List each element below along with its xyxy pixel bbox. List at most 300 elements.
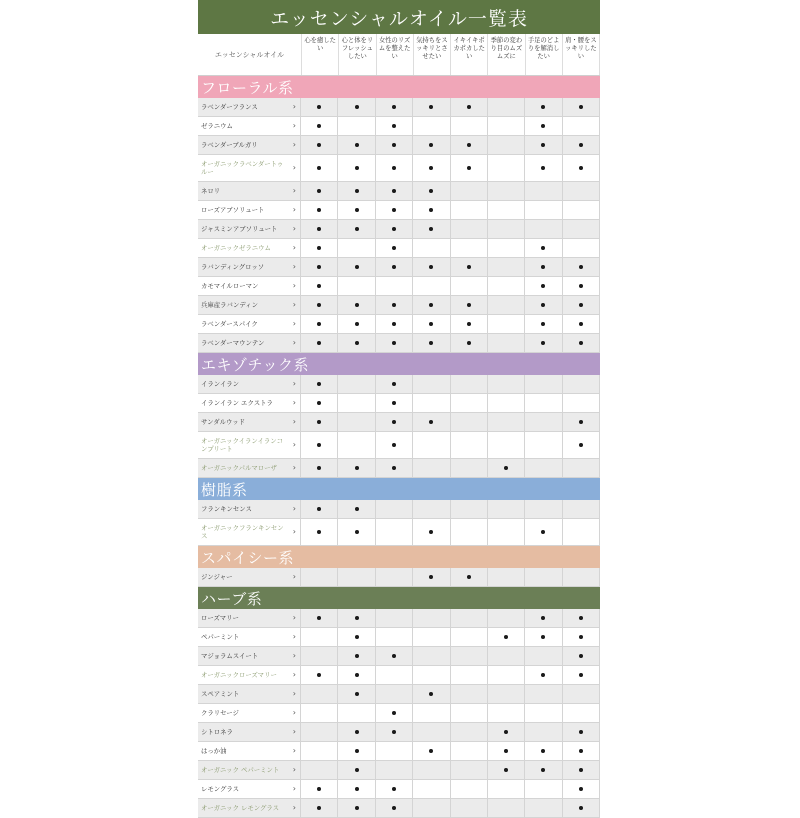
dot-mark-icon [579,443,583,447]
table-row[interactable] [198,201,600,220]
oil-name-link[interactable] [198,201,301,219]
table-row[interactable] [198,609,600,628]
effect-cell [488,239,525,257]
effect-cell [525,277,562,295]
dot-mark-icon [355,105,359,109]
effect-cell [525,413,562,431]
header-col-season-change: 季節の変わり目のムズムズに [488,34,525,75]
section-title: エキゾチック系 [201,355,310,374]
oil-name-link[interactable] [198,742,301,760]
oil-name-link[interactable] [198,220,301,238]
dot-mark-icon [579,265,583,269]
effect-cell [451,780,488,798]
chevron-right-icon: › [292,765,296,774]
oil-name-link[interactable] [198,519,301,545]
dot-mark-icon [392,303,396,307]
table-row[interactable] [198,375,600,394]
dot-mark-icon [392,382,396,386]
effect-cell [451,459,488,477]
chevron-right-icon: › [292,205,296,214]
table-row[interactable] [198,182,600,201]
effect-cell [376,780,413,798]
effect-cell [488,315,525,333]
oil-name-link[interactable] [198,136,301,154]
oil-name-label: ジンジャー [201,573,233,581]
effect-cell [413,413,450,431]
effect-cell [525,258,562,276]
table-row[interactable] [198,780,600,799]
dot-mark-icon [504,749,508,753]
dot-mark-icon [392,124,396,128]
dot-mark-icon [317,322,321,326]
dot-mark-icon [504,635,508,639]
dot-mark-icon [579,768,583,772]
effect-cell [525,239,562,257]
effect-cell [338,334,375,352]
oil-name-link[interactable] [198,723,301,741]
dot-mark-icon [355,208,359,212]
effect-cell [413,568,450,586]
effect-cell [488,568,525,586]
effect-cell [338,704,375,722]
dot-mark-icon [541,246,545,250]
oil-name-link[interactable] [198,334,301,352]
chevron-right-icon: › [292,281,296,290]
chevron-right-icon: › [292,440,296,449]
effect-cell [376,136,413,154]
dot-mark-icon [541,341,545,345]
effect-cell [338,666,375,684]
effect-cell [451,568,488,586]
chevron-right-icon: › [292,670,296,679]
effect-cell [413,742,450,760]
effect-cell [451,117,488,135]
dot-mark-icon [392,208,396,212]
oil-name-label: ラバンディングロッソ [201,263,265,271]
effect-cell [413,394,450,412]
effect-cell [563,666,600,684]
effect-cell [413,609,450,627]
header-col-shoulder-back: 肩・腰をスッキリしたい [563,34,600,75]
chevron-right-icon: › [292,572,296,581]
oil-name-label: ラベンダースパイク [201,320,258,328]
effect-cell [525,500,562,518]
effect-cell [525,375,562,393]
dot-mark-icon [541,322,545,326]
oil-name-link[interactable] [198,98,301,116]
effect-cell [488,500,525,518]
effect-cell [488,117,525,135]
effect-cell [338,98,375,116]
dot-mark-icon [579,420,583,424]
dot-mark-icon [355,616,359,620]
dot-mark-icon [392,143,396,147]
oil-name-link[interactable] [198,432,301,458]
table-row[interactable] [198,432,600,459]
effect-cell [525,647,562,665]
dot-mark-icon [355,749,359,753]
table-row[interactable] [198,628,600,647]
dot-mark-icon [467,265,471,269]
dot-mark-icon [317,443,321,447]
effect-cell [413,296,450,314]
effect-cell [301,201,338,219]
dot-mark-icon [392,466,396,470]
effect-cell [488,258,525,276]
effect-cell [488,201,525,219]
dot-mark-icon [579,166,583,170]
dot-mark-icon [579,341,583,345]
dot-mark-icon [317,246,321,250]
dot-mark-icon [467,322,471,326]
effect-cell [338,568,375,586]
dot-mark-icon [317,673,321,677]
oil-name-link[interactable] [198,704,301,722]
effect-cell [338,394,375,412]
effect-cell [413,117,450,135]
effect-cell [376,117,413,135]
chevron-right-icon: › [292,803,296,812]
effect-cell [338,201,375,219]
header-col-heal-mind: 心を癒したい [302,34,339,75]
oil-name-label: ゼラニウム [201,122,233,130]
dot-mark-icon [541,530,545,534]
effect-cell [413,315,450,333]
effect-cell [413,277,450,295]
dot-mark-icon [317,530,321,534]
oil-name-label: シトロネラ [201,728,233,736]
effect-cell [301,685,338,703]
table-row[interactable] [198,296,600,315]
effect-cell [451,155,488,181]
table-row[interactable] [198,647,600,666]
table-row[interactable] [198,239,600,258]
oil-name-link[interactable] [198,685,301,703]
dot-mark-icon [355,730,359,734]
chevron-right-icon: › [292,379,296,388]
effect-cell [376,761,413,779]
chevron-right-icon: › [292,613,296,622]
dot-mark-icon [355,530,359,534]
effect-cell [301,742,338,760]
effect-cell [525,432,562,458]
oil-name-link[interactable] [198,761,301,779]
effect-cell [525,704,562,722]
dot-mark-icon [317,341,321,345]
dot-mark-icon [355,265,359,269]
chevron-right-icon: › [292,102,296,111]
oil-name-label: オーガニックパルマローザ [201,464,277,472]
dot-mark-icon [355,768,359,772]
table-row[interactable] [198,413,600,432]
effect-cell [451,519,488,545]
section-title: 樹脂系 [201,480,248,499]
effect-cell [563,519,600,545]
dot-mark-icon [355,227,359,231]
effect-cell [488,666,525,684]
dot-mark-icon [429,303,433,307]
effect-cell [563,413,600,431]
effect-cell [376,799,413,817]
effect-cell [451,704,488,722]
effect-cell [301,136,338,154]
effect-cell [338,413,375,431]
dot-mark-icon [579,284,583,288]
dot-mark-icon [579,322,583,326]
dot-mark-icon [317,806,321,810]
dot-mark-icon [429,530,433,534]
dot-mark-icon [317,189,321,193]
effect-cell [413,136,450,154]
oil-name-link[interactable] [198,413,301,431]
effect-cell [376,432,413,458]
effect-cell [488,394,525,412]
oil-name-link[interactable] [198,568,301,586]
oil-name-link[interactable] [198,500,301,518]
table-row[interactable] [198,723,600,742]
table-row[interactable] [198,315,600,334]
effect-cell [413,258,450,276]
effect-cell [376,277,413,295]
effect-cell [338,685,375,703]
effect-cell [301,220,338,238]
oil-name-link[interactable] [198,155,301,181]
header-col-hands-feet: 手足のどよりを解消したい [526,34,563,75]
effect-cell [301,799,338,817]
effect-cell [525,117,562,135]
dot-mark-icon [429,166,433,170]
section-header [198,353,600,375]
section-title: ハーブ系 [201,589,263,608]
effect-cell [301,723,338,741]
dot-mark-icon [579,730,583,734]
effect-cell [376,375,413,393]
dot-mark-icon [429,575,433,579]
effect-cell [413,432,450,458]
table-row[interactable] [198,519,600,546]
section-title: スパイシー系 [201,548,295,567]
effect-cell [301,519,338,545]
dot-mark-icon [429,341,433,345]
dot-mark-icon [392,711,396,715]
effect-cell [488,647,525,665]
oil-name-link[interactable] [198,394,301,412]
dot-mark-icon [467,341,471,345]
oil-name-link[interactable] [198,666,301,684]
table-row[interactable] [198,761,600,780]
effect-cell [563,432,600,458]
effect-cell [301,277,338,295]
effect-cell [525,666,562,684]
effect-cell [301,413,338,431]
table-row[interactable] [198,394,600,413]
effect-cell [413,519,450,545]
effect-cell [301,258,338,276]
table-row[interactable] [198,220,600,239]
dot-mark-icon [579,806,583,810]
table-row[interactable] [198,685,600,704]
effect-cell [563,296,600,314]
dot-mark-icon [467,303,471,307]
table-body [198,76,600,818]
effect-cell [301,780,338,798]
dot-mark-icon [541,265,545,269]
effect-cell [563,201,600,219]
effect-cell [563,155,600,181]
effect-cell [338,761,375,779]
section-header [198,587,600,609]
oil-name-link[interactable] [198,258,301,276]
dot-mark-icon [579,616,583,620]
effect-cell [563,609,600,627]
table-row[interactable] [198,334,600,353]
dot-mark-icon [317,265,321,269]
oil-name-label: オーガニック ペパーミント [201,766,280,774]
effect-cell [376,258,413,276]
effect-cell [451,136,488,154]
effect-cell [338,432,375,458]
effect-cell [338,277,375,295]
effect-cell [413,647,450,665]
section-header [198,546,600,568]
oil-name-link[interactable] [198,647,301,665]
effect-cell [376,723,413,741]
dot-mark-icon [355,806,359,810]
table-row[interactable] [198,568,600,587]
dot-mark-icon [541,166,545,170]
effect-cell [525,519,562,545]
effect-cell [488,742,525,760]
section-title: フローラル系 [201,78,294,97]
dot-mark-icon [355,189,359,193]
effect-cell [376,220,413,238]
chevron-right-icon: › [292,319,296,328]
table-row[interactable] [198,155,600,182]
oil-name-link[interactable] [198,296,301,314]
oil-name-link[interactable] [198,780,301,798]
oil-name-label: クラリセージ [201,709,239,717]
effect-cell [338,220,375,238]
dot-mark-icon [392,654,396,658]
oil-name-link[interactable] [198,182,301,200]
effect-cell [301,375,338,393]
oil-name-link[interactable] [198,277,301,295]
effect-cell [563,375,600,393]
dot-mark-icon [429,420,433,424]
oil-name-label: ラベンダーフランス [201,103,258,111]
chevron-right-icon: › [292,784,296,793]
table-row[interactable] [198,117,600,136]
effect-cell [563,742,600,760]
effect-cell [338,459,375,477]
effect-cell [413,685,450,703]
effect-cell [376,98,413,116]
table-row[interactable] [198,277,600,296]
table-row[interactable] [198,459,600,478]
oil-name-label: オーガニックフランキンセンス [201,524,284,540]
effect-cell [301,459,338,477]
oil-name-link[interactable] [198,117,301,135]
table-row[interactable] [198,500,600,519]
effect-cell [376,519,413,545]
effect-cell [488,799,525,817]
effect-cell [451,201,488,219]
effect-cell [563,685,600,703]
dot-mark-icon [392,401,396,405]
chevron-right-icon: › [292,121,296,130]
chevron-right-icon: › [292,243,296,252]
table-row[interactable] [198,666,600,685]
dot-mark-icon [392,166,396,170]
oil-name-label: はっか油 [201,747,227,755]
oil-name-link[interactable] [198,609,301,627]
effect-cell [413,799,450,817]
oil-name-label: イランイラン エクストラ [201,399,273,407]
effect-cell [413,98,450,116]
effect-cell [525,98,562,116]
effect-cell [488,277,525,295]
table-row[interactable] [198,136,600,155]
oil-name-link[interactable] [198,459,301,477]
effect-cell [301,182,338,200]
effect-cell [376,296,413,314]
chevron-right-icon: › [292,338,296,347]
effect-cell [376,334,413,352]
dot-mark-icon [392,806,396,810]
effect-cell [376,394,413,412]
table-row[interactable] [198,704,600,723]
effect-cell [488,296,525,314]
effect-cell [451,799,488,817]
effect-cell [451,500,488,518]
dot-mark-icon [317,124,321,128]
table-header-row [198,34,600,76]
dot-mark-icon [392,189,396,193]
effect-cell [563,98,600,116]
dot-mark-icon [392,105,396,109]
effect-cell [301,98,338,116]
effect-cell [563,239,600,257]
table-row[interactable] [198,98,600,117]
effect-cell [525,609,562,627]
effect-cell [525,685,562,703]
oil-name-link[interactable] [198,628,301,646]
effect-cell [451,182,488,200]
oil-name-link[interactable] [198,375,301,393]
effect-cell [451,375,488,393]
dot-mark-icon [504,730,508,734]
effect-cell [413,375,450,393]
effect-cell [525,315,562,333]
effect-cell [525,799,562,817]
oil-name-label: ジャスミンアブソリュート [201,225,278,233]
effect-cell [488,334,525,352]
effect-cell [451,315,488,333]
dot-mark-icon [355,166,359,170]
oil-name-link[interactable] [198,799,301,817]
dot-mark-icon [317,143,321,147]
oil-name-link[interactable] [198,315,301,333]
table-row[interactable] [198,799,600,818]
effect-cell [563,647,600,665]
effect-cell [301,628,338,646]
effect-cell [413,155,450,181]
effect-cell [451,432,488,458]
oil-name-label: マジョラムスイート [201,652,259,660]
table-row[interactable] [198,742,600,761]
oil-name-link[interactable] [198,239,301,257]
table-row[interactable] [198,258,600,277]
